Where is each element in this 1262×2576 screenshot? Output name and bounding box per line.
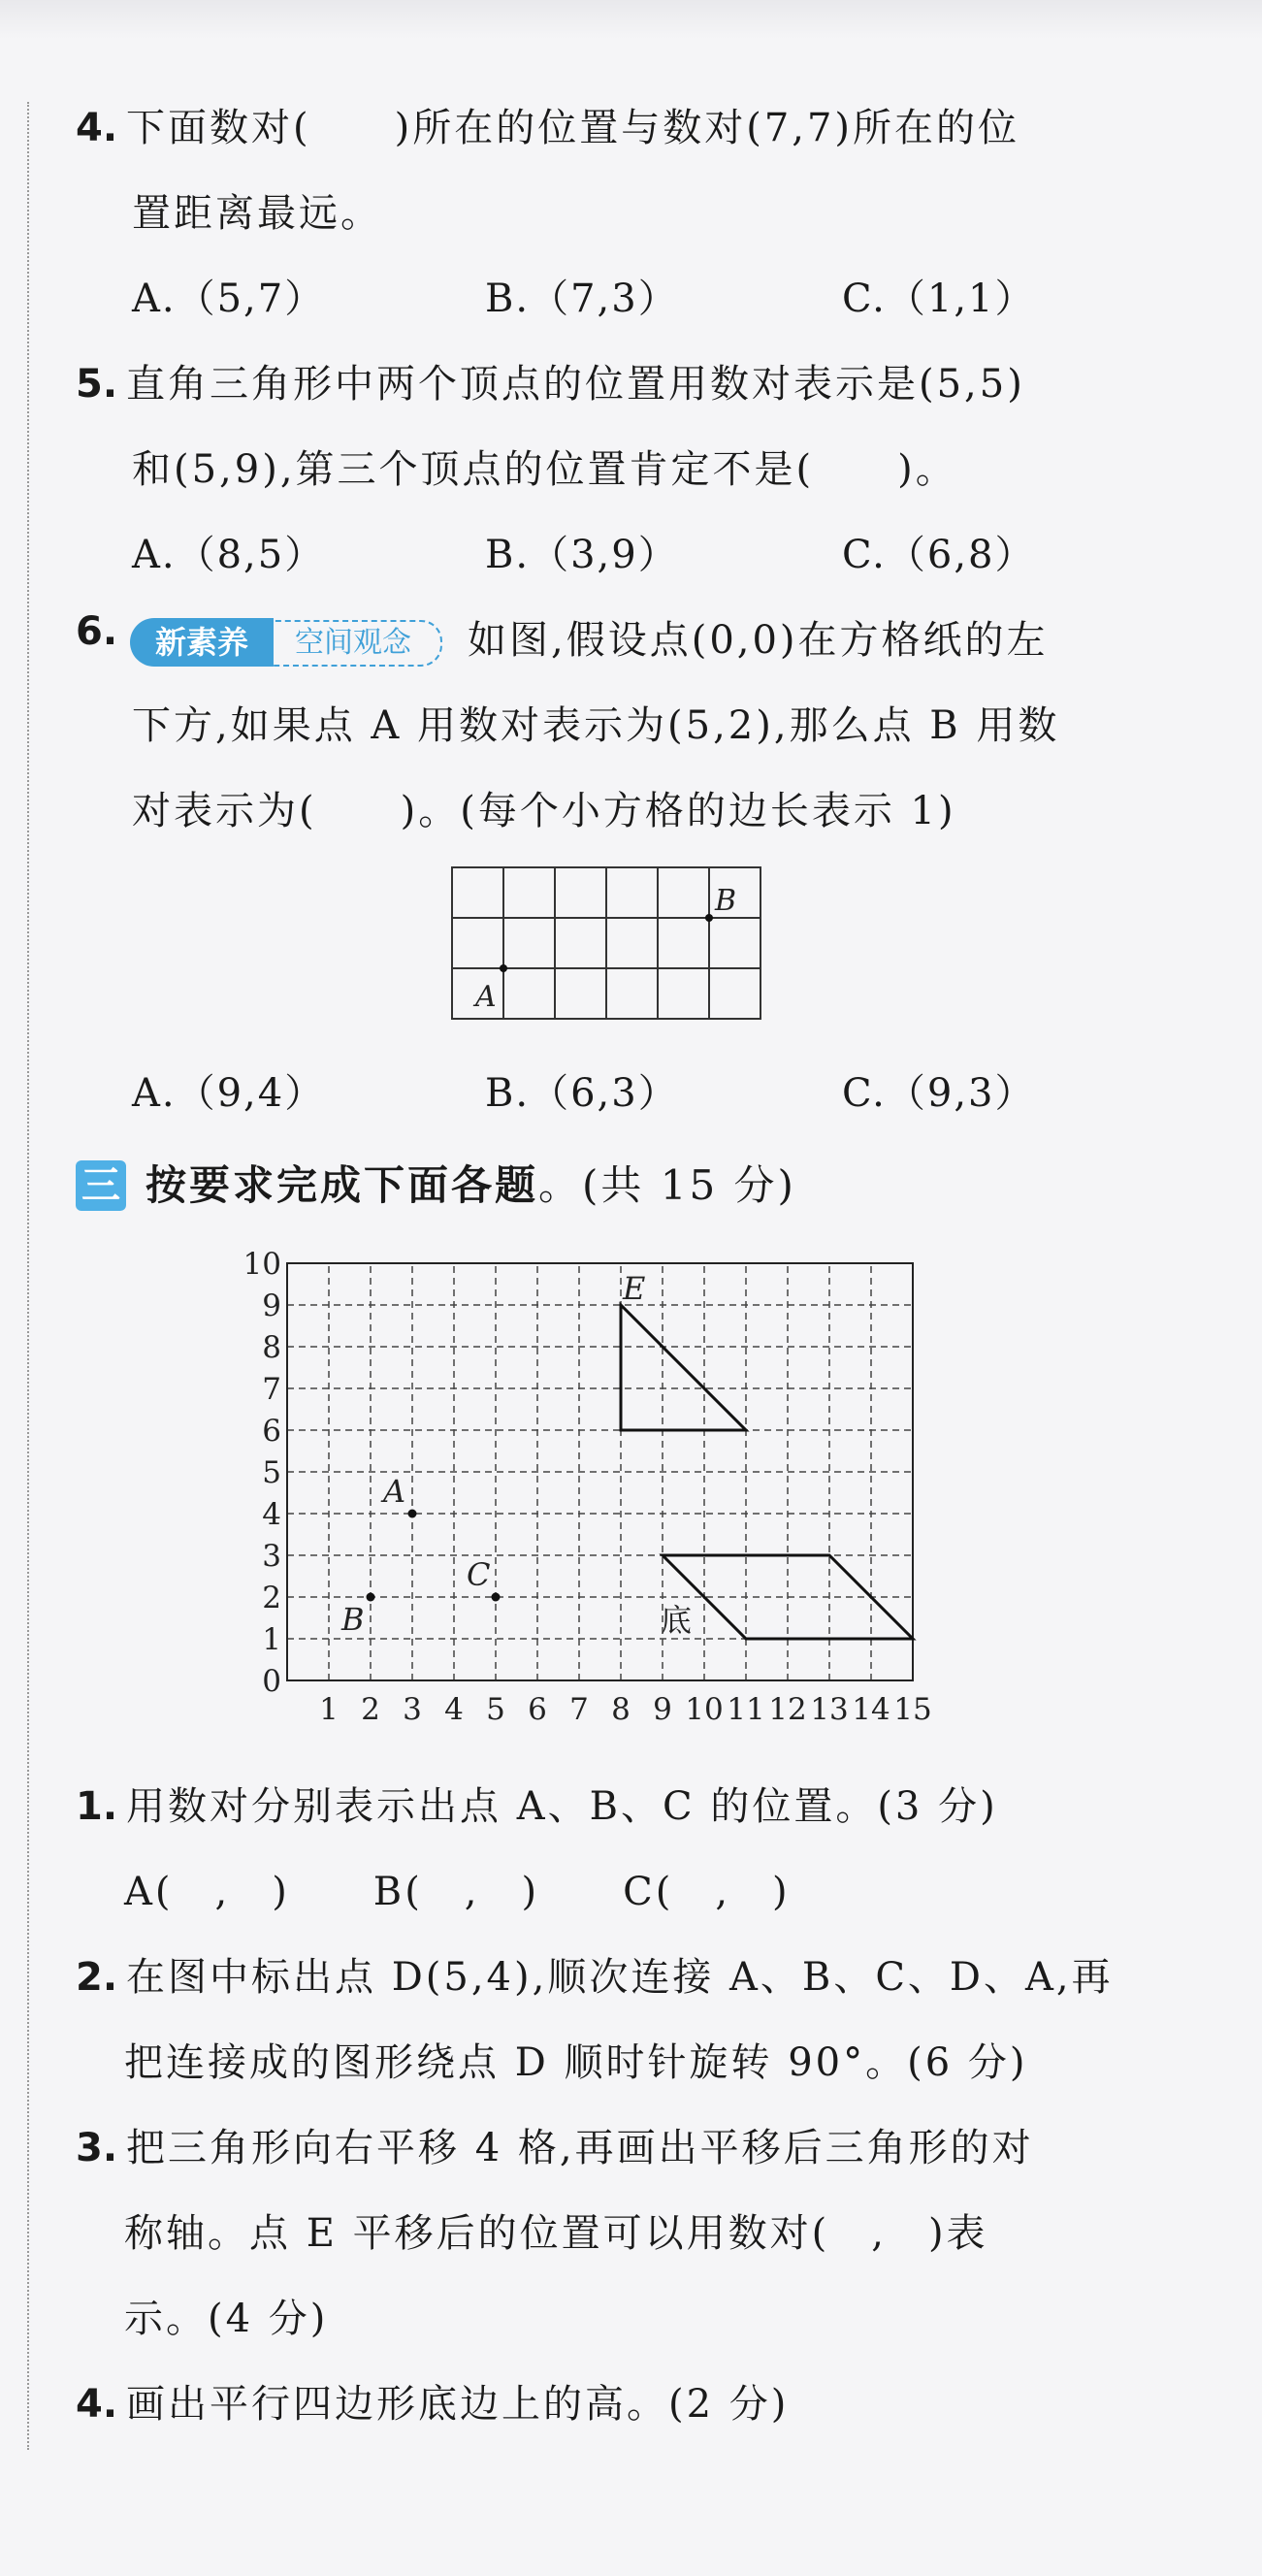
problem-number: 3. <box>76 2126 118 2170</box>
question-6-line1: 如图,假设点(0,0)在方格纸的左 <box>468 618 1049 663</box>
question-number: 4. <box>76 106 118 150</box>
point-label-c: C <box>467 1556 491 1593</box>
option-b: B.（7,3） <box>485 277 679 321</box>
x-tick-label: 5 <box>486 1692 505 1727</box>
literacy-badge <box>130 618 450 667</box>
x-tick-label: 12 <box>768 1692 807 1727</box>
option-c: C.（1,1） <box>842 277 1036 321</box>
parallelogram-base-label: 底 <box>661 1602 693 1639</box>
point-b <box>367 1593 375 1602</box>
y-tick-label: 2 <box>262 1581 281 1615</box>
y-tick-label: 6 <box>262 1414 281 1449</box>
y-tick-label: 7 <box>262 1372 281 1407</box>
label-a: A <box>475 980 497 1014</box>
x-tick-label: 1 <box>319 1692 339 1727</box>
badge-main: 新素养 <box>130 618 274 667</box>
y-tick-label: 1 <box>262 1622 281 1657</box>
question-number: 5. <box>76 362 118 407</box>
section-score: 。(共 15 分) <box>538 1161 796 1209</box>
problem-1 <box>76 1776 998 1831</box>
badge-tag: 空间观念 <box>266 620 442 667</box>
coordinate-grid <box>233 1252 951 1746</box>
option-b: B.（3,9） <box>485 533 679 577</box>
section-title-main: 按要求完成下面各题 <box>146 1161 539 1209</box>
point-label-a: A <box>383 1473 406 1510</box>
problem-text: 在图中标出点 D(5,4),顺次连接 A、B、C、D、A,再 <box>126 1955 1114 2000</box>
problem-4 <box>76 2373 789 2429</box>
problem-2-line2: 把连接成的图形绕点 D 顺时针旋转 90°。(6 分) <box>124 2040 1028 2085</box>
question-5 <box>76 353 1025 408</box>
x-tick-label: 11 <box>727 1692 765 1727</box>
triangle-label-e: E <box>623 1270 646 1307</box>
problem-3 <box>76 2117 1034 2172</box>
section-icon: 三 <box>76 1160 126 1211</box>
y-tick-label: 5 <box>262 1455 281 1490</box>
option-c: C.（9,3） <box>842 1071 1036 1116</box>
x-tick-label: 9 <box>653 1692 672 1727</box>
problem-3-line2: 称轴。点 E 平移后的位置可以用数对( , )表 <box>124 2211 988 2256</box>
x-tick-label: 4 <box>444 1692 464 1727</box>
problem-number: 1. <box>76 1784 118 1829</box>
margin-dotted-line <box>27 102 29 2450</box>
point-a <box>500 964 507 972</box>
problem-2 <box>76 1946 1114 2002</box>
triangle-shape <box>621 1305 746 1430</box>
question-text: 下面数对( )所在的位置与数对(7,7)所在的位 <box>126 106 1020 150</box>
x-tick-label: 2 <box>361 1692 380 1727</box>
label-b: B <box>715 884 737 918</box>
question-text: 直角三角形中两个顶点的位置用数对表示是(5,5) <box>126 362 1025 407</box>
x-tick-label: 15 <box>893 1692 932 1727</box>
question-6-line3: 对表示为( )。(每个小方格的边长表示 1) <box>132 789 956 833</box>
option-a: A.（5,7） <box>132 277 326 321</box>
question-4-line2: 置距离最远。 <box>132 191 382 236</box>
question-6 <box>76 609 126 654</box>
point-c <box>492 1593 501 1602</box>
option-a: A.（9,4） <box>132 1071 326 1116</box>
section-title <box>146 1160 796 1211</box>
y-tick-label: 10 <box>243 1252 281 1282</box>
problem-number: 2. <box>76 1955 118 2000</box>
point-a <box>408 1510 417 1518</box>
question-number: 6. <box>76 609 118 654</box>
problem-text: 把三角形向右平移 4 格,再画出平移后三角形的对 <box>126 2126 1034 2170</box>
x-tick-label: 8 <box>611 1692 631 1727</box>
y-tick-label: 9 <box>262 1288 281 1323</box>
y-tick-label: 3 <box>262 1539 281 1574</box>
x-tick-label: 3 <box>403 1692 422 1727</box>
question-4 <box>76 97 1019 152</box>
question-5-line2: 和(5,9),第三个顶点的位置肯定不是( )。 <box>132 447 957 492</box>
x-tick-label: 6 <box>528 1692 547 1727</box>
x-tick-label: 13 <box>810 1692 849 1727</box>
problem-3-line3: 示。(4 分) <box>124 2297 329 2341</box>
y-tick-label: 8 <box>262 1330 281 1365</box>
x-tick-label: 10 <box>685 1692 724 1727</box>
option-c: C.（6,8） <box>842 533 1036 577</box>
x-tick-label: 7 <box>569 1692 589 1727</box>
problem-1-answers: A( , ) B( , ) C( , ) <box>124 1870 791 1914</box>
problem-text: 画出平行四边形底边上的高。(2 分) <box>126 2382 790 2427</box>
y-tick-label: 0 <box>262 1664 281 1699</box>
option-b: B.（6,3） <box>485 1071 679 1116</box>
problem-number: 4. <box>76 2382 118 2427</box>
y-tick-label: 4 <box>262 1497 281 1532</box>
question-6-line2: 下方,如果点 A 用数对表示为(5,2),那么点 B 用数 <box>132 703 1060 748</box>
point-label-b: B <box>341 1601 365 1638</box>
top-shadow <box>0 0 1262 39</box>
x-tick-label: 14 <box>852 1692 890 1727</box>
problem-text: 用数对分别表示出点 A、B、C 的位置。(3 分) <box>126 1784 998 1829</box>
point-b <box>705 914 713 922</box>
small-grid-figure <box>448 864 770 1027</box>
option-a: A.（8,5） <box>132 533 326 577</box>
